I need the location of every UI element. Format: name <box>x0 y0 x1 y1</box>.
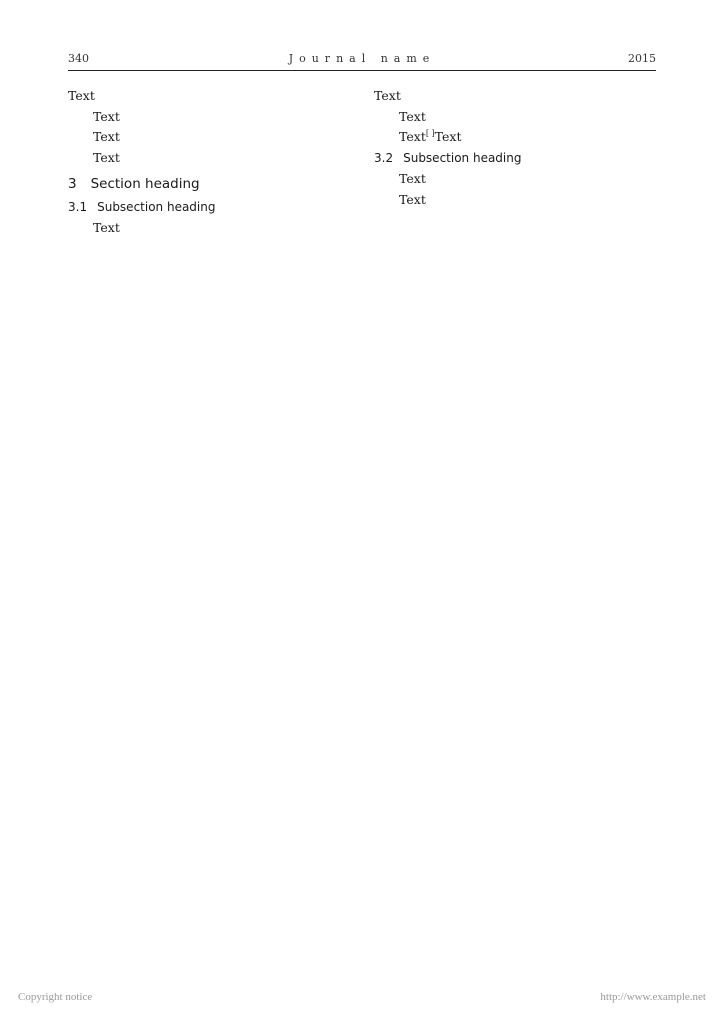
page-footer <box>18 991 706 1007</box>
subsection-heading <box>374 148 656 169</box>
left-column <box>68 86 350 238</box>
subsection-number: 3.2 <box>374 151 394 166</box>
section-number: 3 <box>68 175 77 192</box>
journal-year: 2015 <box>628 52 656 65</box>
subsection-title: Subsection heading <box>403 151 522 166</box>
paragraph: Text <box>93 219 120 235</box>
paragraph: Text <box>399 170 426 186</box>
paragraph: Text <box>93 108 120 124</box>
paragraph: Text <box>399 108 426 124</box>
page-number: 340 <box>68 52 89 65</box>
subsection-number: 3.1 <box>68 199 88 214</box>
journal-name: Journal name <box>288 52 436 65</box>
right-column <box>374 86 656 210</box>
paragraph: Text <box>374 88 401 103</box>
subsection-heading <box>68 197 350 218</box>
citation-reference: [ ] <box>425 129 435 139</box>
paragraph <box>374 127 656 148</box>
paragraph: Text <box>93 150 120 166</box>
publisher-url: http://www.example.net <box>600 991 706 1003</box>
paragraph: Text <box>399 191 426 207</box>
section-title: Section heading <box>90 175 200 192</box>
paragraph-end: Text <box>434 129 462 145</box>
section-heading <box>68 174 350 195</box>
copyright-notice: Copyright notice <box>18 991 93 1003</box>
paragraph: Text <box>93 129 120 145</box>
subsection-title: Subsection heading <box>97 199 216 214</box>
paragraph-text: Text <box>399 129 426 145</box>
running-header <box>68 50 656 71</box>
paragraph: Text <box>68 88 95 103</box>
